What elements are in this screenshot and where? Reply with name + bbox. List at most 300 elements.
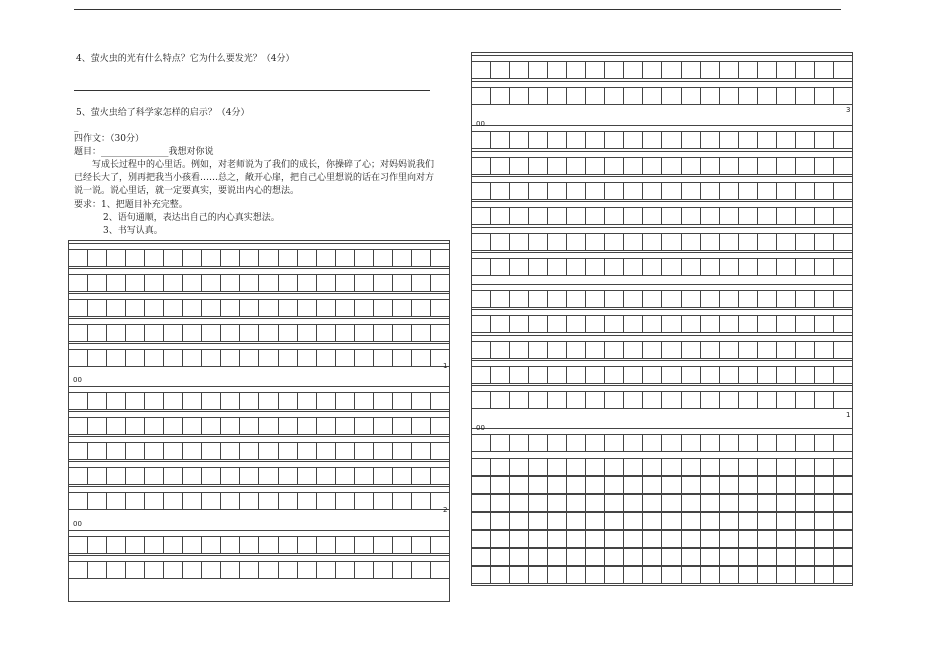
grid-cell[interactable] — [624, 259, 643, 275]
grid-cell[interactable] — [412, 300, 431, 316]
grid-cell[interactable] — [298, 468, 317, 484]
grid-cell[interactable] — [240, 443, 259, 459]
grid-cell[interactable] — [701, 234, 720, 250]
grid-cell[interactable] — [107, 325, 126, 341]
grid-cell[interactable] — [624, 88, 643, 104]
grid-cell[interactable] — [145, 493, 164, 509]
grid-cell[interactable] — [777, 234, 796, 250]
grid-cell[interactable] — [510, 234, 529, 250]
grid-cell[interactable] — [529, 88, 548, 104]
grid-cell[interactable] — [164, 325, 183, 341]
grid-cell[interactable] — [298, 300, 317, 316]
grid-cell[interactable] — [412, 350, 431, 366]
grid-cell[interactable] — [682, 88, 701, 104]
grid-row[interactable] — [472, 476, 852, 494]
grid-cell[interactable] — [164, 250, 183, 266]
grid-cell[interactable] — [815, 158, 834, 174]
grid-cell[interactable] — [739, 316, 758, 332]
grid-cell[interactable] — [336, 493, 355, 509]
grid-cell[interactable] — [834, 259, 852, 275]
grid-cell[interactable] — [662, 435, 681, 451]
grid-cell[interactable] — [701, 567, 720, 583]
grid-cell[interactable] — [624, 567, 643, 583]
grid-cell[interactable] — [796, 88, 815, 104]
grid-cell[interactable] — [643, 549, 662, 565]
grid-cell[interactable] — [279, 300, 298, 316]
grid-cell[interactable] — [126, 443, 145, 459]
grid-cell[interactable] — [701, 132, 720, 148]
grid-cell[interactable] — [317, 468, 336, 484]
grid-cell[interactable] — [472, 367, 491, 383]
grid-cell[interactable] — [720, 477, 739, 493]
grid-cell[interactable] — [567, 88, 586, 104]
grid-cell[interactable] — [624, 459, 643, 475]
grid-cell[interactable] — [374, 537, 393, 553]
grid-cell[interactable] — [643, 132, 662, 148]
grid-cell[interactable] — [682, 549, 701, 565]
grid-cell[interactable] — [126, 300, 145, 316]
grid-cell[interactable] — [777, 477, 796, 493]
grid-cell[interactable] — [472, 62, 491, 78]
grid-cell[interactable] — [374, 468, 393, 484]
grid-cell[interactable] — [624, 531, 643, 547]
grid-cell[interactable] — [145, 275, 164, 291]
grid-row[interactable] — [69, 249, 449, 267]
grid-cell[interactable] — [279, 537, 298, 553]
grid-cell[interactable] — [548, 342, 567, 358]
grid-cell[interactable] — [701, 291, 720, 307]
grid-cell[interactable] — [88, 418, 107, 434]
grid-cell[interactable] — [88, 562, 107, 578]
grid-cell[interactable] — [834, 392, 852, 408]
grid-cell[interactable] — [412, 468, 431, 484]
grid-cell[interactable] — [317, 275, 336, 291]
grid-cell[interactable] — [529, 132, 548, 148]
grid-cell[interactable] — [298, 325, 317, 341]
grid-cell[interactable] — [720, 132, 739, 148]
grid-cell[interactable] — [834, 88, 852, 104]
grid-cell[interactable] — [796, 367, 815, 383]
grid-cell[interactable] — [548, 549, 567, 565]
grid-cell[interactable] — [221, 325, 240, 341]
grid-cell[interactable] — [682, 513, 701, 529]
grid-cell[interactable] — [624, 549, 643, 565]
grid-cell[interactable] — [605, 342, 624, 358]
grid-cell[interactable] — [777, 62, 796, 78]
grid-row[interactable] — [472, 566, 852, 584]
grid-cell[interactable] — [510, 291, 529, 307]
grid-cell[interactable] — [834, 342, 852, 358]
grid-cell[interactable] — [567, 477, 586, 493]
grid-cell[interactable] — [605, 132, 624, 148]
grid-cell[interactable] — [682, 62, 701, 78]
grid-cell[interactable] — [145, 325, 164, 341]
grid-cell[interactable] — [624, 183, 643, 199]
grid-cell[interactable] — [355, 418, 374, 434]
grid-cell[interactable] — [374, 250, 393, 266]
grid-cell[interactable] — [662, 567, 681, 583]
grid-cell[interactable] — [796, 549, 815, 565]
grid-cell[interactable] — [682, 459, 701, 475]
grid-cell[interactable] — [777, 132, 796, 148]
grid-cell[interactable] — [431, 250, 449, 266]
grid-cell[interactable] — [259, 562, 278, 578]
grid-cell[interactable] — [548, 513, 567, 529]
grid-cell[interactable] — [662, 132, 681, 148]
grid-cell[interactable] — [701, 367, 720, 383]
grid-cell[interactable] — [662, 316, 681, 332]
grid-cell[interactable] — [605, 158, 624, 174]
grid-cell[interactable] — [221, 350, 240, 366]
grid-cell[interactable] — [279, 443, 298, 459]
grid-cell[interactable] — [221, 418, 240, 434]
grid-cell[interactable] — [472, 567, 491, 583]
grid-cell[interactable] — [491, 62, 510, 78]
grid-cell[interactable] — [701, 392, 720, 408]
grid-cell[interactable] — [701, 531, 720, 547]
grid-cell[interactable] — [662, 158, 681, 174]
grid-cell[interactable] — [491, 342, 510, 358]
grid-cell[interactable] — [777, 291, 796, 307]
grid-cell[interactable] — [88, 300, 107, 316]
grid-cell[interactable] — [777, 531, 796, 547]
grid-cell[interactable] — [183, 300, 202, 316]
grid-cell[interactable] — [586, 208, 605, 224]
grid-cell[interactable] — [624, 316, 643, 332]
grid-cell[interactable] — [355, 275, 374, 291]
grid-cell[interactable] — [701, 477, 720, 493]
grid-cell[interactable] — [240, 325, 259, 341]
grid-cell[interactable] — [472, 549, 491, 565]
grid-cell[interactable] — [796, 392, 815, 408]
grid-cell[interactable] — [510, 158, 529, 174]
grid-cell[interactable] — [145, 250, 164, 266]
grid-cell[interactable] — [259, 493, 278, 509]
grid-cell[interactable] — [834, 291, 852, 307]
grid-cell[interactable] — [739, 259, 758, 275]
grid-cell[interactable] — [586, 531, 605, 547]
grid-cell[interactable] — [548, 392, 567, 408]
grid-cell[interactable] — [240, 300, 259, 316]
grid-cell[interactable] — [701, 549, 720, 565]
grid-cell[interactable] — [472, 291, 491, 307]
grid-cell[interactable] — [777, 459, 796, 475]
grid-cell[interactable] — [69, 537, 88, 553]
grid-row[interactable] — [472, 157, 852, 175]
grid-cell[interactable] — [701, 495, 720, 511]
grid-cell[interactable] — [491, 495, 510, 511]
grid-cell[interactable] — [472, 208, 491, 224]
grid-cell[interactable] — [796, 259, 815, 275]
grid-cell[interactable] — [431, 393, 449, 409]
grid-cell[interactable] — [739, 234, 758, 250]
grid-cell[interactable] — [758, 208, 777, 224]
grid-cell[interactable] — [183, 443, 202, 459]
grid-cell[interactable] — [777, 513, 796, 529]
grid-cell[interactable] — [682, 567, 701, 583]
grid-cell[interactable] — [355, 537, 374, 553]
grid-cell[interactable] — [107, 275, 126, 291]
grid-cell[interactable] — [662, 259, 681, 275]
grid-cell[interactable] — [739, 367, 758, 383]
grid-cell[interactable] — [586, 567, 605, 583]
grid-cell[interactable] — [393, 350, 412, 366]
grid-cell[interactable] — [758, 234, 777, 250]
grid-cell[interactable] — [739, 459, 758, 475]
grid-cell[interactable] — [221, 443, 240, 459]
grid-cell[interactable] — [336, 468, 355, 484]
grid-cell[interactable] — [412, 325, 431, 341]
grid-cell[interactable] — [662, 531, 681, 547]
grid-cell[interactable] — [336, 393, 355, 409]
grid-cell[interactable] — [298, 537, 317, 553]
grid-cell[interactable] — [643, 316, 662, 332]
grid-cell[interactable] — [662, 183, 681, 199]
grid-cell[interactable] — [605, 291, 624, 307]
grid-cell[interactable] — [183, 275, 202, 291]
grid-cell[interactable] — [393, 325, 412, 341]
grid-cell[interactable] — [393, 562, 412, 578]
grid-cell[interactable] — [412, 443, 431, 459]
grid-cell[interactable] — [662, 62, 681, 78]
grid-cell[interactable] — [145, 468, 164, 484]
grid-row[interactable] — [69, 467, 449, 485]
grid-cell[interactable] — [164, 468, 183, 484]
grid-cell[interactable] — [69, 443, 88, 459]
grid-cell[interactable] — [720, 549, 739, 565]
grid-cell[interactable] — [164, 443, 183, 459]
grid-cell[interactable] — [202, 537, 221, 553]
grid-cell[interactable] — [586, 367, 605, 383]
grid-cell[interactable] — [643, 531, 662, 547]
grid-cell[interactable] — [317, 418, 336, 434]
grid-cell[interactable] — [682, 342, 701, 358]
grid-cell[interactable] — [374, 418, 393, 434]
grid-row[interactable] — [472, 131, 852, 149]
grid-row[interactable] — [472, 434, 852, 452]
grid-cell[interactable] — [510, 392, 529, 408]
grid-cell[interactable] — [567, 459, 586, 475]
grid-cell[interactable] — [796, 62, 815, 78]
grid-cell[interactable] — [491, 208, 510, 224]
grid-cell[interactable] — [548, 567, 567, 583]
grid-cell[interactable] — [548, 132, 567, 148]
grid-cell[interactable] — [624, 477, 643, 493]
grid-cell[interactable] — [240, 418, 259, 434]
grid-row[interactable] — [472, 530, 852, 548]
grid-cell[interactable] — [88, 537, 107, 553]
grid-cell[interactable] — [720, 208, 739, 224]
grid-cell[interactable] — [259, 468, 278, 484]
grid-row[interactable] — [69, 274, 449, 292]
grid-cell[interactable] — [298, 418, 317, 434]
grid-cell[interactable] — [586, 291, 605, 307]
grid-cell[interactable] — [662, 477, 681, 493]
grid-cell[interactable] — [126, 418, 145, 434]
grid-cell[interactable] — [586, 259, 605, 275]
grid-cell[interactable] — [834, 531, 852, 547]
grid-cell[interactable] — [202, 393, 221, 409]
grid-cell[interactable] — [586, 495, 605, 511]
grid-cell[interactable] — [701, 183, 720, 199]
grid-cell[interactable] — [183, 468, 202, 484]
grid-cell[interactable] — [815, 88, 834, 104]
grid-cell[interactable] — [777, 88, 796, 104]
grid-cell[interactable] — [431, 275, 449, 291]
grid-cell[interactable] — [586, 435, 605, 451]
grid-cell[interactable] — [777, 316, 796, 332]
grid-cell[interactable] — [815, 183, 834, 199]
grid-cell[interactable] — [815, 435, 834, 451]
grid-cell[interactable] — [548, 367, 567, 383]
grid-cell[interactable] — [739, 132, 758, 148]
grid-cell[interactable] — [298, 562, 317, 578]
grid-cell[interactable] — [336, 300, 355, 316]
grid-cell[interactable] — [374, 275, 393, 291]
grid-cell[interactable] — [491, 392, 510, 408]
grid-cell[interactable] — [758, 392, 777, 408]
grid-cell[interactable] — [720, 513, 739, 529]
grid-cell[interactable] — [624, 495, 643, 511]
grid-cell[interactable] — [69, 275, 88, 291]
grid-cell[interactable] — [183, 537, 202, 553]
grid-cell[interactable] — [682, 259, 701, 275]
grid-cell[interactable] — [815, 392, 834, 408]
grid-cell[interactable] — [510, 88, 529, 104]
grid-cell[interactable] — [567, 435, 586, 451]
grid-cell[interactable] — [202, 562, 221, 578]
grid-cell[interactable] — [682, 392, 701, 408]
grid-cell[interactable] — [317, 537, 336, 553]
grid-cell[interactable] — [472, 259, 491, 275]
writing-grid-right[interactable] — [471, 52, 853, 586]
grid-cell[interactable] — [796, 208, 815, 224]
grid-cell[interactable] — [145, 300, 164, 316]
grid-cell[interactable] — [164, 393, 183, 409]
grid-row[interactable] — [472, 258, 852, 276]
grid-cell[interactable] — [662, 513, 681, 529]
grid-cell[interactable] — [605, 513, 624, 529]
grid-cell[interactable] — [624, 435, 643, 451]
grid-cell[interactable] — [510, 208, 529, 224]
grid-cell[interactable] — [221, 468, 240, 484]
grid-cell[interactable] — [221, 493, 240, 509]
grid-cell[interactable] — [412, 418, 431, 434]
grid-cell[interactable] — [202, 300, 221, 316]
grid-cell[interactable] — [183, 562, 202, 578]
grid-cell[interactable] — [69, 562, 88, 578]
grid-cell[interactable] — [605, 259, 624, 275]
grid-cell[interactable] — [183, 325, 202, 341]
grid-cell[interactable] — [164, 493, 183, 509]
grid-cell[interactable] — [624, 513, 643, 529]
grid-row[interactable] — [472, 366, 852, 384]
grid-cell[interactable] — [145, 393, 164, 409]
grid-cell[interactable] — [720, 531, 739, 547]
grid-cell[interactable] — [796, 477, 815, 493]
grid-cell[interactable] — [126, 562, 145, 578]
grid-cell[interactable] — [662, 342, 681, 358]
grid-cell[interactable] — [662, 208, 681, 224]
grid-cell[interactable] — [510, 342, 529, 358]
grid-cell[interactable] — [510, 316, 529, 332]
grid-cell[interactable] — [605, 549, 624, 565]
grid-cell[interactable] — [567, 183, 586, 199]
grid-cell[interactable] — [529, 567, 548, 583]
grid-cell[interactable] — [431, 537, 449, 553]
grid-cell[interactable] — [796, 513, 815, 529]
grid-cell[interactable] — [548, 291, 567, 307]
grid-cell[interactable] — [393, 493, 412, 509]
grid-cell[interactable] — [336, 418, 355, 434]
grid-cell[interactable] — [145, 443, 164, 459]
grid-cell[interactable] — [815, 459, 834, 475]
grid-cell[interactable] — [739, 567, 758, 583]
grid-cell[interactable] — [88, 275, 107, 291]
grid-cell[interactable] — [529, 495, 548, 511]
grid-cell[interactable] — [431, 443, 449, 459]
grid-cell[interactable] — [682, 367, 701, 383]
grid-cell[interactable] — [834, 477, 852, 493]
grid-cell[interactable] — [529, 531, 548, 547]
grid-cell[interactable] — [548, 495, 567, 511]
grid-cell[interactable] — [739, 531, 758, 547]
grid-cell[interactable] — [643, 477, 662, 493]
grid-cell[interactable] — [145, 537, 164, 553]
grid-cell[interactable] — [88, 325, 107, 341]
grid-cell[interactable] — [682, 234, 701, 250]
grid-cell[interactable] — [472, 158, 491, 174]
grid-cell[interactable] — [758, 549, 777, 565]
grid-cell[interactable] — [472, 316, 491, 332]
grid-cell[interactable] — [567, 367, 586, 383]
grid-cell[interactable] — [605, 459, 624, 475]
grid-cell[interactable] — [529, 392, 548, 408]
grid-cell[interactable] — [662, 88, 681, 104]
grid-cell[interactable] — [605, 183, 624, 199]
grid-cell[interactable] — [69, 493, 88, 509]
grid-cell[interactable] — [548, 477, 567, 493]
grid-cell[interactable] — [510, 549, 529, 565]
grid-cell[interactable] — [605, 567, 624, 583]
grid-cell[interactable] — [567, 513, 586, 529]
grid-cell[interactable] — [221, 393, 240, 409]
grid-row[interactable] — [472, 391, 852, 409]
grid-cell[interactable] — [355, 562, 374, 578]
grid-cell[interactable] — [472, 88, 491, 104]
grid-cell[interactable] — [88, 350, 107, 366]
grid-cell[interactable] — [393, 468, 412, 484]
grid-cell[interactable] — [701, 342, 720, 358]
grid-cell[interactable] — [202, 275, 221, 291]
grid-cell[interactable] — [567, 158, 586, 174]
grid-cell[interactable] — [107, 443, 126, 459]
grid-row[interactable] — [69, 442, 449, 460]
grid-cell[interactable] — [643, 183, 662, 199]
grid-cell[interactable] — [69, 418, 88, 434]
grid-cell[interactable] — [529, 513, 548, 529]
grid-cell[interactable] — [815, 367, 834, 383]
grid-cell[interactable] — [682, 435, 701, 451]
grid-cell[interactable] — [758, 495, 777, 511]
grid-cell[interactable] — [510, 567, 529, 583]
grid-cell[interactable] — [510, 477, 529, 493]
grid-cell[interactable] — [279, 250, 298, 266]
grid-cell[interactable] — [624, 234, 643, 250]
grid-cell[interactable] — [298, 350, 317, 366]
grid-cell[interactable] — [240, 562, 259, 578]
grid-cell[interactable] — [758, 531, 777, 547]
